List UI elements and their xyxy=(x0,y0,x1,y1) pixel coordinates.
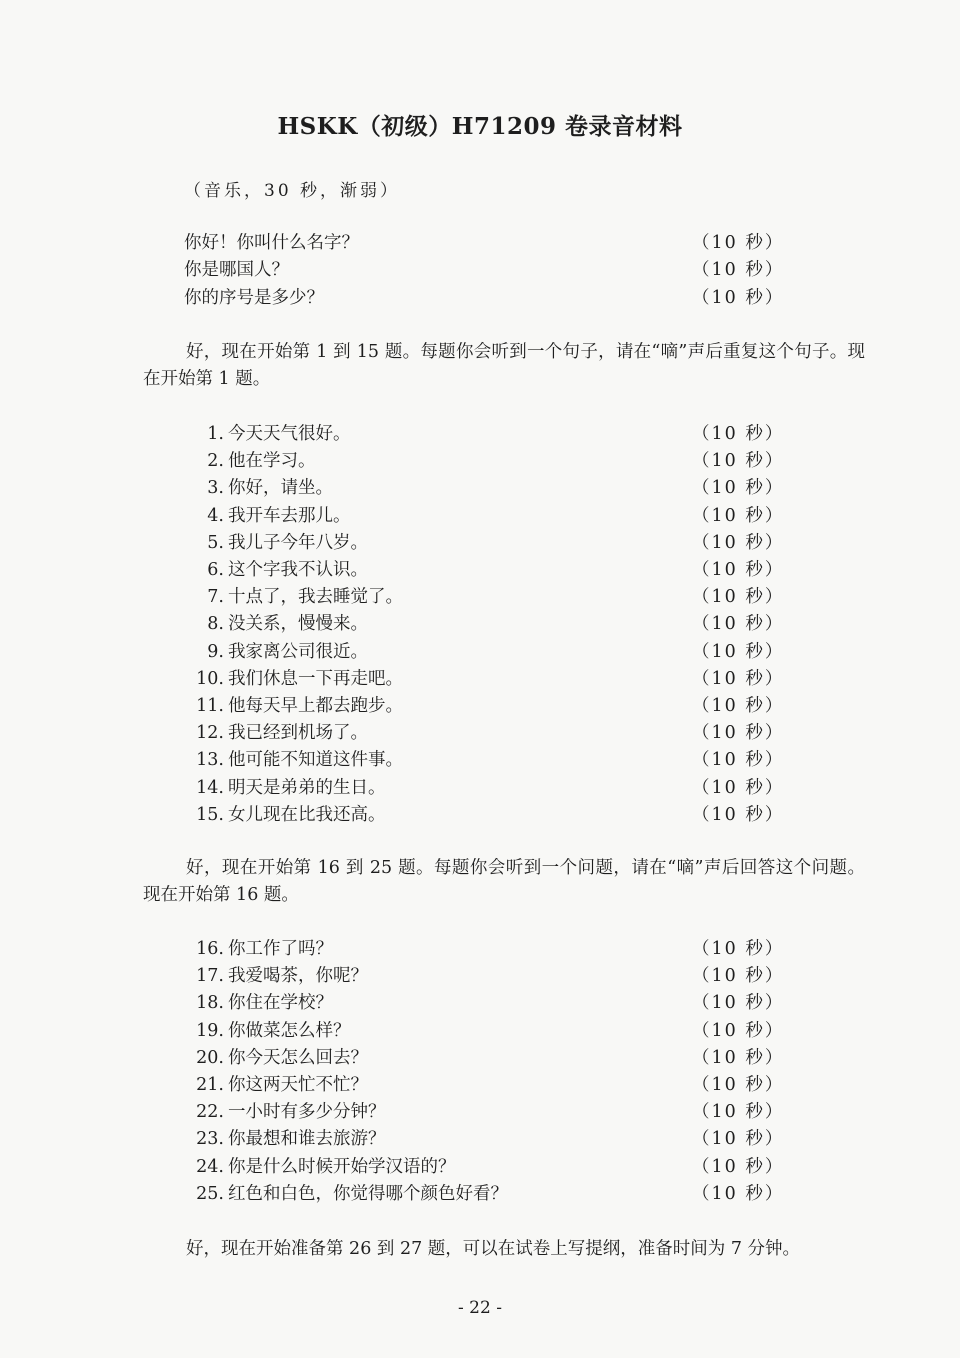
item-number: 10. xyxy=(196,668,224,689)
item-number: 14. xyxy=(196,777,224,798)
list-item xyxy=(184,1154,784,1180)
item-number: 22. xyxy=(196,1102,224,1123)
item-time: （10 秒） xyxy=(692,478,785,499)
item-number: 24. xyxy=(196,1156,224,1177)
item-text: 我们休息一下再走吧。 xyxy=(228,668,403,689)
part1-instruction: 好，现在开始第 1 到 15 题。每题你会听到一个句子，请在“嘀”声后重复这个句子。现在开始第 1 题。 xyxy=(143,342,865,389)
item-time: （10 秒） xyxy=(692,424,785,444)
list-item xyxy=(184,557,784,583)
item-number: 2. xyxy=(207,451,224,472)
item-time: （10 秒） xyxy=(692,1129,785,1150)
item-time: （10 秒） xyxy=(692,696,785,716)
item-number: 12. xyxy=(196,723,224,744)
part2-instruction: 好，现在开始第 16 到 25 题。每题你会听到一个问题，请在“嘀”声后回答这个问题。现在开始第 16 题。 xyxy=(143,858,865,905)
item-time: （10 秒） xyxy=(692,723,785,744)
list-item xyxy=(184,1018,784,1044)
item-text: 你工作了吗？ xyxy=(228,939,333,959)
item-text: 没关系，慢慢来。 xyxy=(228,614,368,635)
item-time: （10 秒） xyxy=(692,1156,785,1177)
item-number: 7. xyxy=(207,587,224,608)
list-item xyxy=(184,285,784,311)
item-time: （10 秒） xyxy=(692,668,785,689)
item-time: （10 秒） xyxy=(692,233,785,253)
item-text: 他可能不知道这件事。 xyxy=(228,750,403,771)
list-item xyxy=(184,257,784,283)
list-item xyxy=(184,584,784,610)
item-text: 十点了，我去睡觉了。 xyxy=(228,587,403,608)
page-number: - 22 - xyxy=(458,1298,502,1318)
item-text: 我已经到机场了。 xyxy=(228,723,368,744)
item-number: 5. xyxy=(207,532,224,553)
item-time: （10 秒） xyxy=(692,1183,785,1204)
list-item xyxy=(184,503,784,529)
item-time: （10 秒） xyxy=(692,1102,785,1123)
list-item xyxy=(184,1045,784,1071)
item-time: （10 秒） xyxy=(692,939,785,959)
item-number: 1. xyxy=(207,424,224,444)
list-item xyxy=(184,936,784,962)
item-number: 3. xyxy=(207,478,224,499)
item-text: 你是哪国人？ xyxy=(184,260,289,281)
item-time: （10 秒） xyxy=(692,587,785,608)
item-time: （10 秒） xyxy=(692,966,785,987)
item-text: 我爱喝茶，你呢？ xyxy=(228,966,368,987)
list-item xyxy=(184,1181,784,1207)
list-item xyxy=(184,230,784,256)
item-time: （10 秒） xyxy=(692,614,785,635)
item-time: （10 秒） xyxy=(692,505,785,526)
item-text: 你最想和谁去旅游？ xyxy=(228,1129,386,1150)
item-text: 一小时有多少分钟？ xyxy=(228,1102,386,1123)
item-number: 13. xyxy=(196,750,224,771)
item-time: （10 秒） xyxy=(692,260,785,281)
item-number: 17. xyxy=(196,966,224,987)
list-item xyxy=(184,475,784,501)
item-text: 你的序号是多少？ xyxy=(184,287,324,308)
item-time: （10 秒） xyxy=(692,777,785,798)
item-text: 他每天早上都去跑步。 xyxy=(228,696,403,716)
item-text: 这个字我不认识。 xyxy=(228,560,368,580)
item-text: 女儿现在比我还高。 xyxy=(228,804,386,825)
item-number: 8. xyxy=(207,614,224,635)
item-text: 你是什么时候开始学汉语的？ xyxy=(228,1156,456,1177)
item-time: （10 秒） xyxy=(692,560,785,580)
list-item xyxy=(184,1126,784,1152)
item-text: 我儿子今年八岁。 xyxy=(228,532,368,553)
intro-note: （音乐，30 秒，渐弱） xyxy=(184,181,401,201)
item-time: （10 秒） xyxy=(692,1075,785,1095)
list-item xyxy=(184,611,784,637)
item-text: 你住在学校？ xyxy=(228,993,333,1014)
part3-instruction: 好，现在开始准备第 26 到 27 题，可以在试卷上写提纲，准备时间为 7 分钟。 xyxy=(186,1239,801,1259)
list-item xyxy=(184,639,784,665)
list-item xyxy=(184,775,784,801)
item-time: （10 秒） xyxy=(692,993,785,1014)
item-time: （10 秒） xyxy=(692,804,785,825)
list-item xyxy=(184,1099,784,1125)
item-number: 4. xyxy=(207,505,224,526)
item-text: 你做菜怎么样？ xyxy=(228,1020,351,1041)
item-number: 16. xyxy=(196,939,224,959)
item-text: 明天是弟弟的生日。 xyxy=(228,777,386,798)
list-item xyxy=(184,448,784,474)
list-item xyxy=(184,530,784,556)
list-item xyxy=(184,990,784,1016)
item-text: 你好，请坐。 xyxy=(228,478,333,499)
item-number: 11. xyxy=(196,696,224,716)
item-text: 今天天气很好。 xyxy=(228,424,351,444)
item-time: （10 秒） xyxy=(692,1020,785,1041)
list-item xyxy=(184,802,784,828)
item-text: 我家离公司很近。 xyxy=(228,641,368,662)
document-title: HSKK（初级）H71209 卷录音材料 xyxy=(277,113,683,140)
list-item xyxy=(184,720,784,746)
item-text: 你这两天忙不忙？ xyxy=(228,1075,368,1095)
item-number: 20. xyxy=(196,1047,224,1068)
item-time: （10 秒） xyxy=(692,451,785,472)
item-text: 他在学习。 xyxy=(228,451,316,472)
item-number: 9. xyxy=(207,641,224,662)
item-text: 你今天怎么回去？ xyxy=(228,1047,368,1068)
list-item xyxy=(184,666,784,692)
list-item xyxy=(184,747,784,773)
item-number: 21. xyxy=(196,1075,224,1095)
item-time: （10 秒） xyxy=(692,532,785,553)
item-time: （10 秒） xyxy=(692,1047,785,1068)
item-time: （10 秒） xyxy=(692,641,785,662)
item-number: 25. xyxy=(196,1183,224,1204)
list-item xyxy=(184,421,784,447)
item-number: 15. xyxy=(196,804,224,825)
list-item xyxy=(184,963,784,989)
item-text: 你好！你叫什么名字？ xyxy=(184,233,359,253)
item-number: 23. xyxy=(196,1129,224,1150)
list-item xyxy=(184,1072,784,1098)
item-text: 红色和白色，你觉得哪个颜色好看？ xyxy=(228,1183,508,1204)
item-number: 6. xyxy=(207,560,224,580)
item-number: 19. xyxy=(196,1020,224,1041)
item-number: 18. xyxy=(196,993,224,1014)
list-item xyxy=(184,693,784,719)
item-time: （10 秒） xyxy=(692,750,785,771)
item-text: 我开车去那儿。 xyxy=(228,505,351,526)
item-time: （10 秒） xyxy=(692,287,785,308)
